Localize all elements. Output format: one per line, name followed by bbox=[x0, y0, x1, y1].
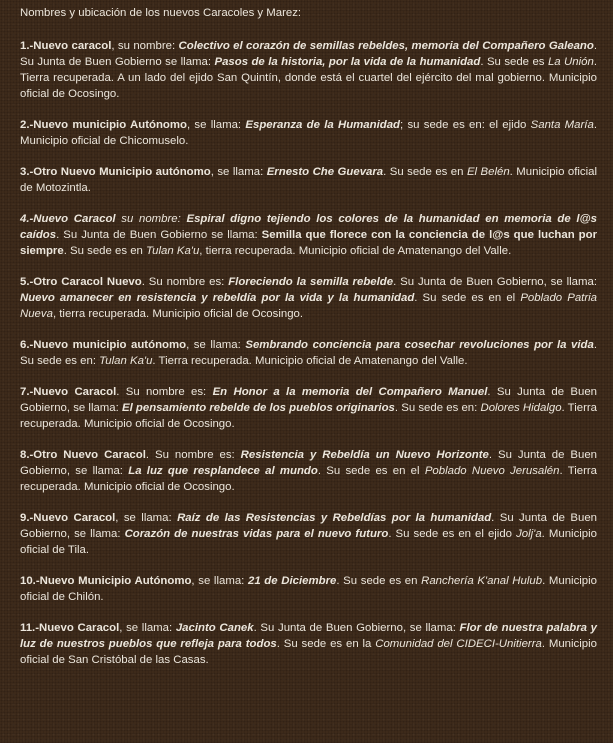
list-item bbox=[20, 164, 597, 196]
item-title: 2.-Nuevo municipio Autónomo bbox=[20, 119, 187, 131]
junta-name: Semilla que florece con la conciencia de l@s que luchan por siempre bbox=[20, 229, 598, 257]
sede-name: Tulan Ka'u bbox=[146, 245, 200, 257]
item-title: 3.-Otro Nuevo Municipio autónomo bbox=[20, 166, 211, 178]
text: , se llama: bbox=[186, 339, 246, 351]
sede-name: Ranchería K'anal Hulub bbox=[421, 575, 543, 587]
text: , se llama: bbox=[115, 512, 178, 524]
list-item bbox=[20, 38, 597, 102]
text: . Su sede es en: bbox=[20, 339, 598, 367]
caracol-name: Jacinto Canek bbox=[175, 622, 254, 634]
text: . Su nombre es: bbox=[116, 386, 213, 398]
caracol-name: En Honor a la memoria del Compañero Manuel bbox=[212, 386, 488, 398]
junta-name: La luz que resplandece al mundo bbox=[128, 465, 318, 477]
item-title: 5.-Otro Caracol Nuevo bbox=[20, 276, 142, 288]
junta-name: Nuevo amanecer en resistencia y rebeldía por la vida y la humanidad bbox=[20, 292, 415, 304]
text: . Tierra recuperada. A un lado del ejido San Quintín, donde está el cuartel del ejército del mal gobierno. Municipio oficial de Ocosingo. bbox=[20, 56, 597, 100]
text: . Municipio oficial de Tila. bbox=[20, 528, 597, 556]
item-title: 8.-Otro Nuevo Caracol bbox=[20, 449, 146, 461]
text: . Su Junta de Buen Gobierno, se llama: bbox=[20, 449, 597, 477]
text: . Su Junta de Buen Gobierno, se llama: bbox=[20, 386, 597, 414]
municipio-name: 21 de Diciembre bbox=[247, 575, 337, 587]
caracol-name: Colectivo el corazón de semillas rebeldes, memoria del Compañero Galeano bbox=[178, 40, 594, 52]
page-heading: Nombres y ubicación de los nuevos Caracoles y Marez: bbox=[20, 7, 302, 19]
text: . Tierra recuperada. Municipio oficial de Ocosingo. bbox=[20, 402, 597, 430]
caracol-name: Floreciendo la semilla rebelde bbox=[228, 276, 394, 288]
text: . Municipio oficial de Motozintla. bbox=[20, 166, 597, 194]
text: . Su Junta de Buen Gobierno se llama: bbox=[56, 229, 262, 241]
text: . Municipio oficial de Chilón. bbox=[20, 575, 597, 603]
sede-name: El Belén bbox=[466, 166, 510, 178]
municipio-name: Esperanza de la Humanidad bbox=[245, 119, 401, 131]
list-item bbox=[20, 447, 597, 495]
item-title: 11.-Nuevo Caracol bbox=[20, 622, 120, 634]
sede-name: Dolores Hidalgo bbox=[480, 402, 562, 414]
list-item bbox=[20, 274, 597, 322]
text: . Su sede es en el bbox=[317, 465, 425, 477]
caracol-name: Resistencia y Rebeldía un Nuevo Horizonte bbox=[240, 449, 489, 461]
sede-name: La Unión bbox=[547, 56, 594, 68]
text: . Su sede es en bbox=[336, 575, 422, 587]
text: . Tierra recuperada. Municipio oficial de Ocosingo. bbox=[20, 465, 598, 493]
text: , se llama: bbox=[186, 119, 246, 131]
text: . Su sede es en bbox=[383, 166, 467, 178]
text: , se llama: bbox=[119, 622, 176, 634]
item-title: 1.-Nuevo caracol bbox=[20, 40, 112, 52]
text: , tierra recuperada. Municipio oficial de Ocosingo. bbox=[52, 308, 304, 320]
sede-name: Poblado Nuevo Jerusalén bbox=[424, 465, 560, 477]
sede-name: Comunidad del CIDECI-Unitierra bbox=[375, 638, 542, 650]
text: . Su sede es en el bbox=[414, 292, 521, 304]
text: ; su sede es en: el ejido bbox=[400, 119, 531, 131]
list-item bbox=[20, 510, 597, 558]
text: . Su Junta de Buen Gobierno se llama: bbox=[20, 40, 597, 68]
text: . Su sede es en bbox=[63, 245, 147, 257]
junta-name: Corazón de nuestras vidas para el nuevo futuro bbox=[124, 528, 389, 540]
caracol-name: Espiral digno tejiendo los colores de la humanidad en memoria de l@s caídos bbox=[20, 213, 597, 241]
item-title: 6.-Nuevo municipio autónomo bbox=[20, 339, 187, 351]
sede-name: Jolj'a bbox=[516, 528, 542, 540]
list-item bbox=[20, 573, 597, 605]
sede-name: Poblado Patria Nueva bbox=[20, 292, 597, 320]
junta-name: Flor de nuestra palabra y luz de nuestros pueblos que refleja para todos bbox=[20, 622, 597, 650]
list-item bbox=[20, 384, 597, 432]
text: , se llama: bbox=[191, 575, 248, 587]
sede-name: Santa María bbox=[530, 119, 594, 131]
sede-name: Tulan Ka'u bbox=[99, 355, 153, 367]
junta-name: El pensamiento rebelde de los pueblos originarios bbox=[121, 402, 395, 414]
text: . Su nombre es: bbox=[145, 449, 241, 461]
municipio-name: Ernesto Che Guevara bbox=[266, 166, 384, 178]
item-title: 4.-Nuevo Caracol bbox=[20, 213, 116, 225]
text: . Su sede es en la bbox=[276, 638, 376, 650]
text: . Tierra recuperada. Municipio oficial de Amatenango del Valle. bbox=[152, 355, 468, 367]
text: . Su nombre es: bbox=[141, 276, 229, 288]
text: . Municipio oficial de Chicomuselo. bbox=[20, 119, 597, 147]
list-item bbox=[20, 211, 597, 259]
text: , su nombre: bbox=[111, 40, 179, 52]
item-title: 9.-Nuevo Caracol bbox=[20, 512, 116, 524]
junta-name: Pasos de la historia, por la vida de la humanidad bbox=[214, 56, 481, 68]
list-item bbox=[20, 337, 597, 369]
text: . Su Junta de Buen Gobierno, se llama: bbox=[20, 512, 597, 540]
text: . Su sede es en: bbox=[394, 402, 481, 414]
text: . Municipio oficial de San Cristóbal de las Casas. bbox=[20, 638, 597, 666]
text: su nombre: bbox=[115, 213, 187, 225]
text: . Su Junta de Buen Gobierno, se llama: bbox=[253, 622, 460, 634]
item-title: 10.-Nuevo Municipio Autónomo bbox=[20, 575, 192, 587]
text: , se llama: bbox=[210, 166, 267, 178]
text: . Su sede es bbox=[480, 56, 548, 68]
text: , tierra recuperada. Municipio oficial de Amatenango del Valle. bbox=[199, 245, 512, 257]
list-item bbox=[20, 117, 597, 149]
list-item bbox=[20, 620, 597, 668]
municipio-name: Sembrando conciencia para cosechar revoluciones por la vida bbox=[245, 339, 594, 351]
caracol-name: Raíz de las Resistencias y Rebeldías por la humanidad bbox=[177, 512, 492, 524]
text: . Su Junta de Buen Gobierno, se llama: bbox=[393, 276, 597, 288]
item-title: 7.-Nuevo Caracol bbox=[20, 386, 117, 398]
text: . Su sede es en el ejido bbox=[388, 528, 517, 540]
